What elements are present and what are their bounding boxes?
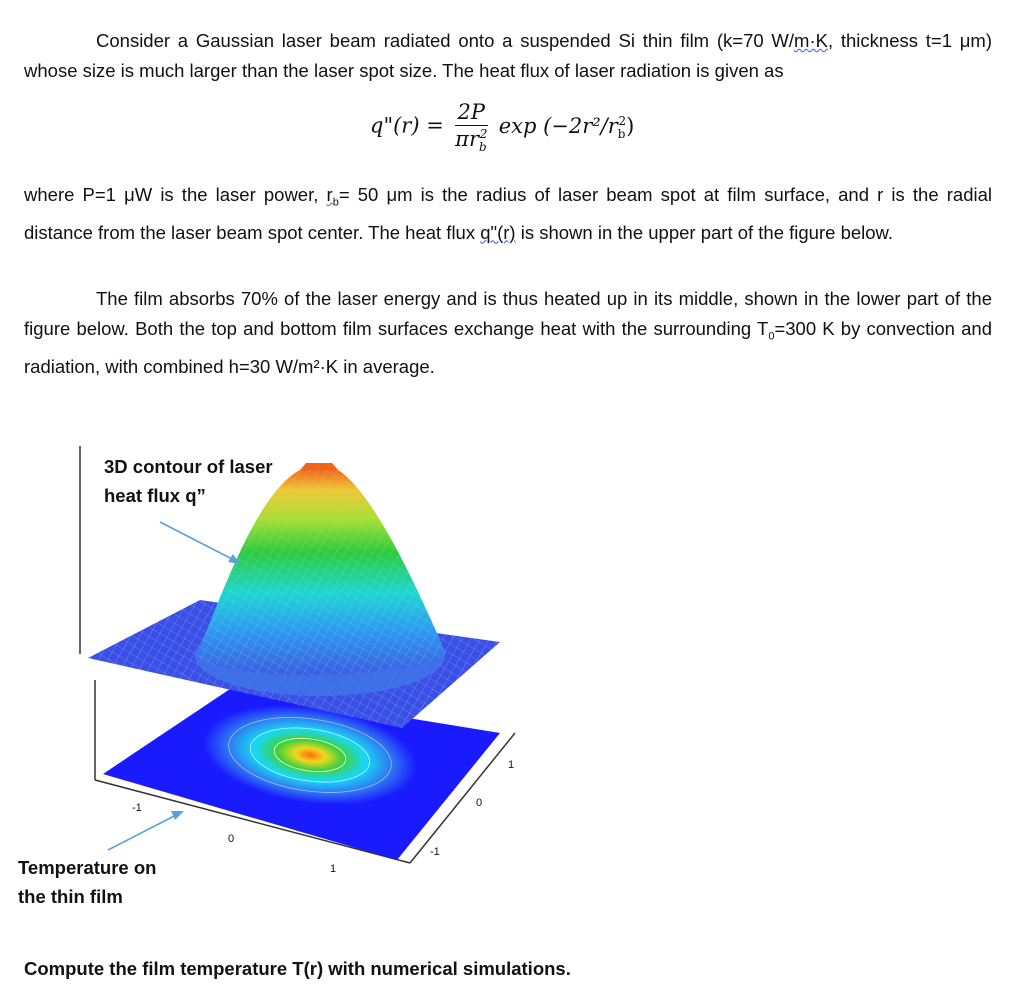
tick-label: -1: [132, 802, 142, 814]
temperature-label: Temperature on the thin film: [18, 857, 157, 907]
task-statement: Compute the film temperature T(r) with numerical simulations.: [24, 958, 571, 979]
heat-flux-label: 3D contour of laser heat flux q”: [104, 456, 273, 506]
intro-text-end: , thickness t=1 μm) whose size is much larger than the laser spot size. The heat flux of laser radiation is given as: [24, 30, 992, 81]
qr-symbol: q"(r): [480, 221, 516, 243]
equation-numerator: 2P: [455, 100, 489, 126]
tick-label: 1: [508, 759, 515, 771]
heat-flux-equation: [370, 100, 634, 154]
equation-lhs: q"(r) =: [370, 113, 444, 138]
tick-label: 0: [476, 797, 483, 809]
unit-mk: m·K: [794, 30, 828, 51]
tick-label: 1: [330, 863, 337, 875]
tick-label: 0: [228, 833, 235, 845]
intro-text: Consider a Gaussian laser beam radiated onto a suspended Si thin film (k=70 W/: [96, 30, 795, 51]
rb-symbol: $r_b$: [326, 184, 339, 209]
definition-paragraph: where P=1 μW is the laser power, $r_b= 50$ μm is the radius of laser beam spot at film surface, and r is the radial distance from the laser beam spot center. The heat flux q"(r) is shown in the upper part of the figure below.: [24, 184, 992, 243]
equation-fraction: [455, 100, 489, 154]
equation-rhs: $\exp (-2r^2/r_b^2)$: [498, 113, 635, 141]
intro-paragraph: [24, 26, 992, 86]
absorption-paragraph: The film absorbs 70% of the laser energy and is thus heated up in its middle, shown in the lower part of the figure below. Both the top and bottom film surfaces exchange heat with the surrounding $T_0=300$ K by convection and radiation, with combined h=30 W/m²·K in average.: [24, 288, 992, 377]
equation-denominator: $\pi r_b^2$: [455, 127, 488, 155]
tick-label: -1: [430, 846, 440, 858]
